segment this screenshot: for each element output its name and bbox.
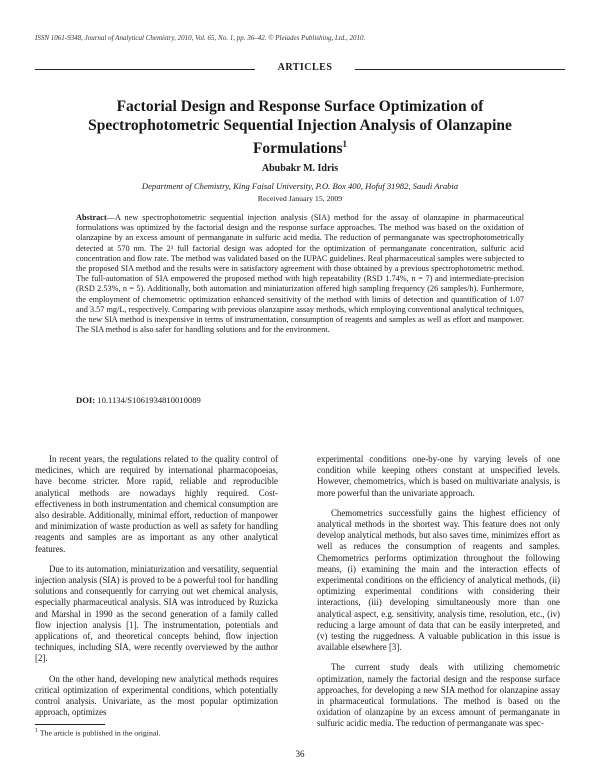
footnote	[35, 728, 160, 738]
article-title-text: Factorial Design and Response Surface Optimization of Spectrophotometric Sequential Injection Analysis of Olanzapine Formulations	[88, 98, 512, 158]
author-affiliation: Department of Chemistry, King Faisal University, P.O. Box 400, Hofuf 31982, Saudi Arabia	[141, 181, 459, 191]
page-number: 36	[295, 749, 305, 759]
abstract-text: —A new spectrophotometric sequential injection analysis (SIA) method for the assay of olanzapine in pharmaceutical formulations was optimized by the factorial design and the response surface approaches. The method was based on the oxidation of olanzapine by an excess amount of permanganate in sulfuric acid media. The reduction of permanganate was spectrophotometrically detected at 570 nm. The 2³ full factorial design was adopted for the optimization of permanganate concentration, sulfuric acid concentration and flow rate. The method was validated based on the IUPAC guidelines. Real pharmaceutical samples were subjected to the proposed SIA method and the results were in satisfactory agreement with those obtained by a previous spectrophotometric method. The full-automation of SIA empowered the proposed method with high repeatability (RSD 1.74%, n = 7) and intermediate-precision (RSD 2.53%, n = 5). Additionally, both automation and miniaturization offered high sampling frequency (26 samples/h). Furthermore, the employment of chemometric optimization enhanced sensitivity of the method with limits of detection and quantification of 1.07 and 3.57 mg/L, respectively. Comparing with previous olanzapine assay methods, which employing conventional analytical techniques, the new SIA method is inexpensive in terms of instrumentation, consumption of reagents and samples as well as effort and manpower. The SIA method is also safer for handling solutions and for the environment.	[76, 213, 524, 335]
section-label: ARTICLES	[277, 62, 333, 73]
doi-label: DOI:	[76, 395, 96, 405]
abstract-label: Abstract	[76, 213, 107, 222]
abstract	[76, 213, 524, 335]
doi-value: 10.1134/S1061934810010089	[97, 395, 201, 405]
body-right-column	[317, 454, 560, 739]
article-title	[60, 97, 540, 158]
section-heading-row	[35, 62, 565, 76]
footnote-text: The article is published in the original.	[39, 728, 161, 738]
paragraph: The current study deals with utilizing chemometric optimization, namely the factorial design and the response surface approaches, for developing a new SIA method for olanzapine assay in pharmaceutical formulations. The method is based on the oxidation of olanzapine by an excess amount of permanganate in sulfuric acidic media. The reduction of permanganate was spec-	[317, 662, 560, 729]
doi	[76, 395, 201, 405]
running-head: ISSN 1061-9348, Journal of Analytical Chemistry, 2010, Vol. 65, No. 1, pp. 36–42. © Pleiades Publishing, Ltd., 2010.	[35, 34, 366, 42]
footnote-rule	[35, 724, 105, 725]
paragraph: Chemometrics successfully gains the highest efficiency of analytical methods in the shortest way. This feature does not only develop analytical methods, but also saves time, minimizes effort as well as reduces the consumption of reagents and samples. Chemometrics performs optimization throughout the following means, (i) examining the main and the interaction effects of experimental conditions on the efficiency of analytical methods, (ii) optimizing experimental conditions with considering their interactions, (iii) developing simultaneously more than one analytical aspect, e.g. sensitivity, analysis time, resolution, etc., (iv) reducing a large amount of data that can be easily interpreted, and (v) testing the ruggedness. A valuable publication in this issue is available elsewhere [3].	[317, 507, 560, 653]
received-date: Received January 15, 2009	[257, 194, 343, 203]
paragraph: In recent years, the regulations related to the quality control of medicines, which are required by international pharmacopoeias, have become stricter. More rapid, reliable and reproducible analytical methods are nowadays highly required. Cost-effectiveness in both instrumentation and chemical consumption are also desirable. Additionally, minimal effort, reduction of manpower and minimization of waste production as well as safety for handling reagents and samples are as important as any other analytical features.	[35, 454, 278, 554]
title-footnote-mark: 1	[342, 139, 348, 149]
paragraph: Due to its automation, miniaturization and versatility, sequential injection analysis (SIA) is proved to be a powerful tool for handling solutions and consequently for carrying out wet chemical analysis, especially pharmaceutical analysis. SIA was introduced by Ruzicka and Marshal in 1990 as the second generation of a family called flow injection analysis [1]. The instrumentation, potentials and applications of, and theoretical concepts behind, flow injection techniques, including SIA, were recently overviewed by the author [2].	[35, 563, 278, 664]
section-rule-right	[355, 69, 565, 70]
section-rule-left	[35, 69, 255, 70]
footnote-mark: 1	[35, 728, 38, 734]
body-left-column	[35, 454, 278, 727]
paragraph: On the other hand, developing new analytical methods requires critical optimization of experimental conditions, which potentially control analysis. Univariate, as the most popular optimization approach, optimizes	[35, 673, 278, 718]
paragraph: experimental conditions one-by-one by varying levels of one condition while keeping others constant at unspecified levels. However, chemometrics, which is based on multivariate analysis, is more powerful than the univariate approach.	[317, 454, 560, 498]
author-name: Abubakr M. Idris	[261, 163, 339, 174]
